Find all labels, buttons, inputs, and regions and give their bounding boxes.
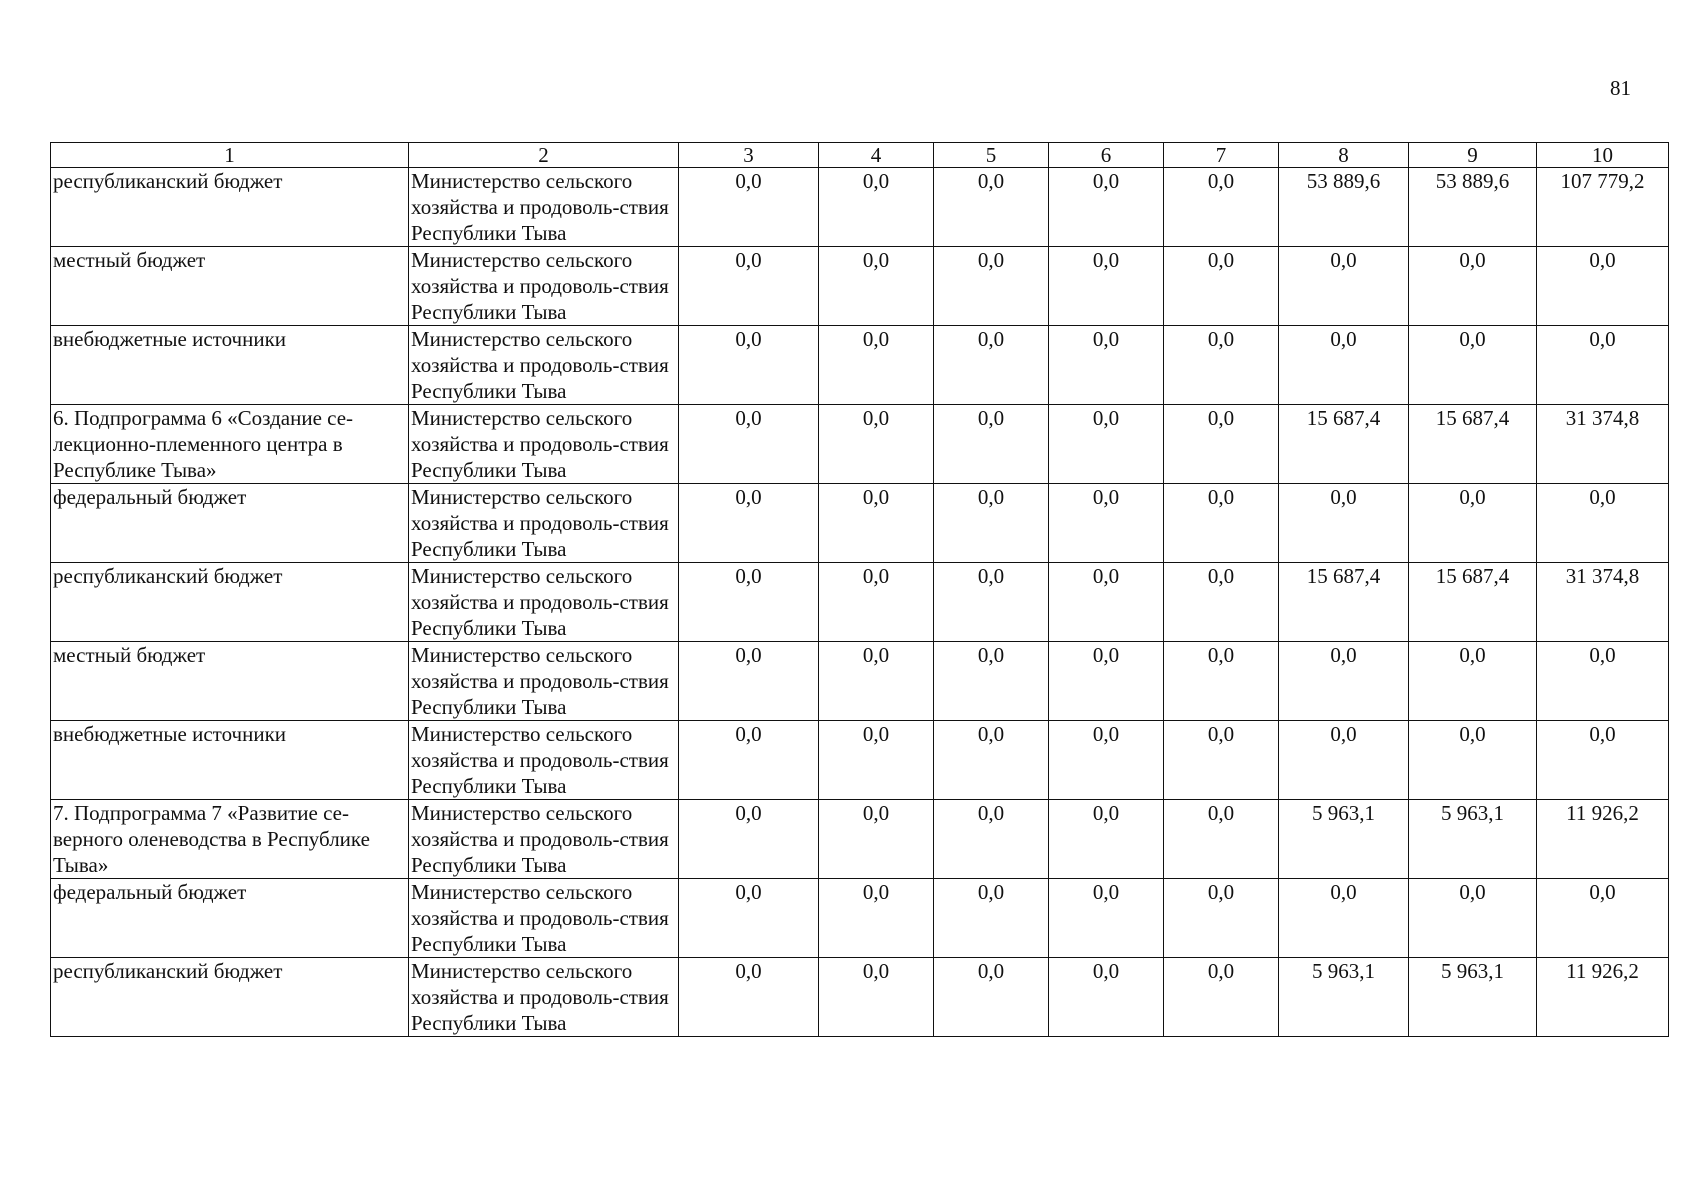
value-cell: 0,0 — [934, 958, 1049, 1037]
funding-source-cell: местный бюджет — [51, 642, 409, 721]
funding-source-cell: республиканский бюджет — [51, 563, 409, 642]
value-cell: 0,0 — [934, 247, 1049, 326]
value-cell: 107 779,2 — [1537, 168, 1669, 247]
funding-source-cell: 7. Подпрограмма 7 «Развитие се-верного оленеводства в Республике Тыва» — [51, 800, 409, 879]
value-cell: 0,0 — [1279, 879, 1409, 958]
value-cell: 0,0 — [679, 326, 819, 405]
table-row — [51, 168, 1669, 247]
value-cell: 53 889,6 — [1279, 168, 1409, 247]
responsible-organization-cell: Министерство сельского хозяйства и продоволь-ствия Республики Тыва — [409, 484, 679, 563]
table-row — [51, 484, 1669, 563]
column-header: 6 — [1049, 143, 1164, 168]
value-cell: 0,0 — [819, 642, 934, 721]
value-cell: 0,0 — [934, 642, 1049, 721]
value-cell: 0,0 — [1164, 721, 1279, 800]
value-cell: 0,0 — [1049, 879, 1164, 958]
responsible-organization-cell: Министерство сельского хозяйства и продоволь-ствия Республики Тыва — [409, 168, 679, 247]
value-cell: 0,0 — [819, 958, 934, 1037]
column-header: 7 — [1164, 143, 1279, 168]
value-cell: 0,0 — [1049, 168, 1164, 247]
value-cell: 0,0 — [819, 326, 934, 405]
value-cell: 0,0 — [934, 168, 1049, 247]
funding-source-cell: 6. Подпрограмма 6 «Создание се-лекционно-племенного центра в Республике Тыва» — [51, 405, 409, 484]
value-cell: 0,0 — [1164, 247, 1279, 326]
value-cell: 0,0 — [1164, 405, 1279, 484]
table-row — [51, 879, 1669, 958]
value-cell: 0,0 — [679, 958, 819, 1037]
column-header: 8 — [1279, 143, 1409, 168]
responsible-organization-cell: Министерство сельского хозяйства и продоволь-ствия Республики Тыва — [409, 642, 679, 721]
value-cell: 0,0 — [1279, 721, 1409, 800]
table-row — [51, 563, 1669, 642]
value-cell: 11 926,2 — [1537, 800, 1669, 879]
value-cell: 5 963,1 — [1279, 958, 1409, 1037]
funding-source-cell: федеральный бюджет — [51, 879, 409, 958]
column-number-row — [51, 143, 1669, 168]
value-cell: 0,0 — [934, 405, 1049, 484]
value-cell: 5 963,1 — [1279, 800, 1409, 879]
value-cell: 0,0 — [819, 168, 934, 247]
value-cell: 0,0 — [1409, 879, 1537, 958]
funding-source-cell: местный бюджет — [51, 247, 409, 326]
value-cell: 0,0 — [819, 879, 934, 958]
column-header: 9 — [1409, 143, 1537, 168]
budget-table — [50, 142, 1669, 1037]
value-cell: 0,0 — [1537, 484, 1669, 563]
value-cell: 0,0 — [819, 484, 934, 563]
value-cell: 0,0 — [934, 326, 1049, 405]
value-cell: 0,0 — [1409, 721, 1537, 800]
value-cell: 5 963,1 — [1409, 958, 1537, 1037]
value-cell: 0,0 — [1164, 563, 1279, 642]
funding-source-cell: внебюджетные источники — [51, 326, 409, 405]
table-body — [51, 168, 1669, 1037]
value-cell: 0,0 — [1164, 958, 1279, 1037]
responsible-organization-cell: Министерство сельского хозяйства и продоволь-ствия Республики Тыва — [409, 721, 679, 800]
value-cell: 0,0 — [1164, 879, 1279, 958]
value-cell: 5 963,1 — [1409, 800, 1537, 879]
page-number: 81 — [1610, 76, 1631, 100]
value-cell: 15 687,4 — [1409, 563, 1537, 642]
value-cell: 0,0 — [1409, 326, 1537, 405]
table-row — [51, 958, 1669, 1037]
value-cell: 0,0 — [934, 800, 1049, 879]
value-cell: 0,0 — [1164, 484, 1279, 563]
responsible-organization-cell: Министерство сельского хозяйства и продоволь-ствия Республики Тыва — [409, 879, 679, 958]
value-cell: 0,0 — [1537, 247, 1669, 326]
table-row — [51, 642, 1669, 721]
funding-source-cell: внебюджетные источники — [51, 721, 409, 800]
value-cell: 0,0 — [679, 405, 819, 484]
value-cell: 0,0 — [1164, 800, 1279, 879]
value-cell: 0,0 — [1164, 642, 1279, 721]
value-cell: 53 889,6 — [1409, 168, 1537, 247]
funding-source-cell: республиканский бюджет — [51, 168, 409, 247]
value-cell: 0,0 — [1409, 484, 1537, 563]
value-cell: 0,0 — [1279, 247, 1409, 326]
value-cell: 0,0 — [1279, 326, 1409, 405]
column-header: 10 — [1537, 143, 1669, 168]
column-header: 5 — [934, 143, 1049, 168]
value-cell: 0,0 — [1409, 247, 1537, 326]
value-cell: 0,0 — [1279, 642, 1409, 721]
table-row — [51, 247, 1669, 326]
responsible-organization-cell: Министерство сельского хозяйства и продоволь-ствия Республики Тыва — [409, 800, 679, 879]
value-cell: 0,0 — [819, 721, 934, 800]
value-cell: 0,0 — [1537, 642, 1669, 721]
table-row — [51, 405, 1669, 484]
value-cell: 0,0 — [934, 484, 1049, 563]
value-cell: 0,0 — [679, 879, 819, 958]
value-cell: 0,0 — [934, 721, 1049, 800]
column-header: 2 — [409, 143, 679, 168]
value-cell: 0,0 — [679, 563, 819, 642]
value-cell: 0,0 — [1049, 484, 1164, 563]
value-cell: 0,0 — [1537, 721, 1669, 800]
value-cell: 0,0 — [934, 879, 1049, 958]
value-cell: 0,0 — [1409, 642, 1537, 721]
value-cell: 0,0 — [934, 563, 1049, 642]
value-cell: 0,0 — [679, 247, 819, 326]
value-cell: 0,0 — [679, 168, 819, 247]
value-cell: 0,0 — [679, 721, 819, 800]
value-cell: 0,0 — [1164, 326, 1279, 405]
column-header: 1 — [51, 143, 409, 168]
value-cell: 0,0 — [1049, 326, 1164, 405]
value-cell: 0,0 — [1049, 958, 1164, 1037]
table-row — [51, 721, 1669, 800]
funding-source-cell: федеральный бюджет — [51, 484, 409, 563]
value-cell: 0,0 — [1537, 879, 1669, 958]
value-cell: 0,0 — [819, 563, 934, 642]
funding-source-cell: республиканский бюджет — [51, 958, 409, 1037]
value-cell: 11 926,2 — [1537, 958, 1669, 1037]
table-row — [51, 326, 1669, 405]
value-cell: 15 687,4 — [1279, 405, 1409, 484]
value-cell: 0,0 — [1049, 247, 1164, 326]
value-cell: 0,0 — [1164, 168, 1279, 247]
value-cell: 0,0 — [1049, 721, 1164, 800]
value-cell: 0,0 — [819, 800, 934, 879]
column-header: 4 — [819, 143, 934, 168]
value-cell: 15 687,4 — [1409, 405, 1537, 484]
value-cell: 15 687,4 — [1279, 563, 1409, 642]
responsible-organization-cell: Министерство сельского хозяйства и продоволь-ствия Республики Тыва — [409, 405, 679, 484]
column-header: 3 — [679, 143, 819, 168]
responsible-organization-cell: Министерство сельского хозяйства и продоволь-ствия Республики Тыва — [409, 563, 679, 642]
value-cell: 0,0 — [1537, 326, 1669, 405]
value-cell: 0,0 — [679, 642, 819, 721]
value-cell: 31 374,8 — [1537, 405, 1669, 484]
responsible-organization-cell: Министерство сельского хозяйства и продоволь-ствия Республики Тыва — [409, 247, 679, 326]
responsible-organization-cell: Министерство сельского хозяйства и продоволь-ствия Республики Тыва — [409, 326, 679, 405]
value-cell: 31 374,8 — [1537, 563, 1669, 642]
value-cell: 0,0 — [1049, 642, 1164, 721]
value-cell: 0,0 — [1279, 484, 1409, 563]
value-cell: 0,0 — [819, 247, 934, 326]
value-cell: 0,0 — [679, 800, 819, 879]
value-cell: 0,0 — [819, 405, 934, 484]
value-cell: 0,0 — [1049, 800, 1164, 879]
value-cell: 0,0 — [679, 484, 819, 563]
value-cell: 0,0 — [1049, 405, 1164, 484]
responsible-organization-cell: Министерство сельского хозяйства и продоволь-ствия Республики Тыва — [409, 958, 679, 1037]
value-cell: 0,0 — [1049, 563, 1164, 642]
table-row — [51, 800, 1669, 879]
